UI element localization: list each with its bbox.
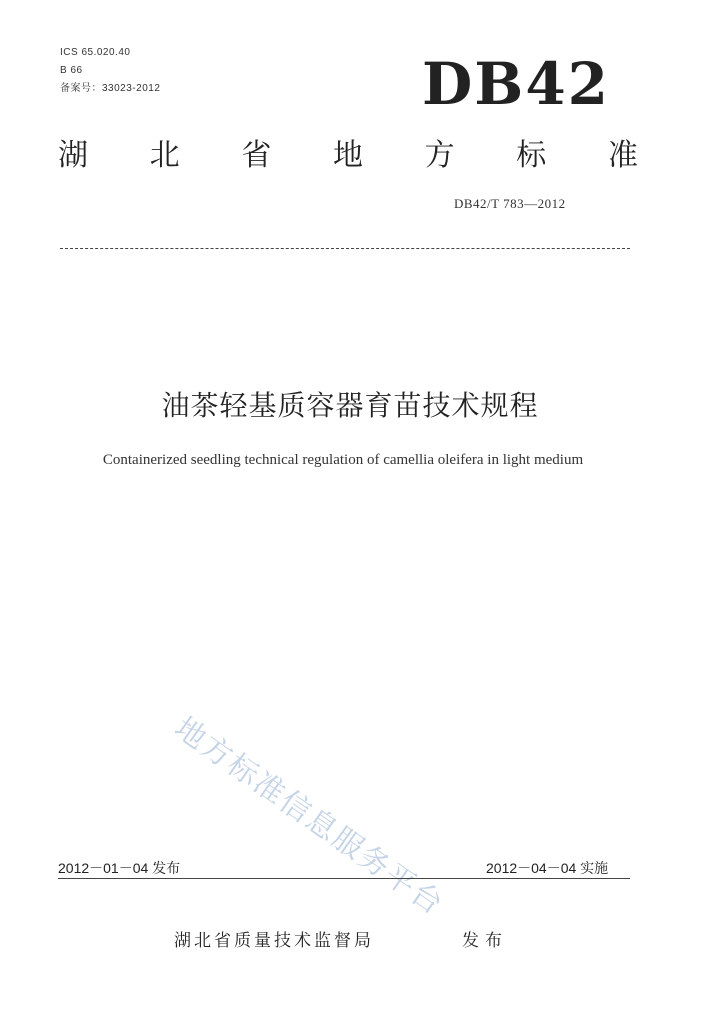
category-code: B 66: [60, 65, 83, 76]
header-divider: [60, 248, 630, 249]
ics-code: ICS 65.020.40: [60, 47, 131, 58]
record-number: 备案号：33023-2012: [60, 83, 161, 94]
title-char: 北: [149, 138, 180, 173]
issuing-authority: 湖北省质量技术监督局: [174, 931, 374, 951]
title-char: 标: [516, 138, 547, 173]
watermark: 地方标准信息服务平台: [167, 710, 451, 923]
classification-block: [60, 44, 160, 98]
issue-label: 发布: [462, 931, 508, 951]
db42-logo: DB42: [422, 50, 611, 118]
implementation-date: 2012－04－04 实施: [486, 860, 609, 876]
standard-code: DB42/T 783—2012: [454, 196, 566, 211]
standard-type-title: [58, 130, 638, 174]
title-char: 省: [241, 138, 272, 173]
title-char: 准: [607, 138, 638, 173]
title-char: 湖: [58, 138, 88, 173]
document-title-cn: 油茶轻基质容器育苗技术规程: [161, 389, 539, 422]
footer-divider: [58, 878, 630, 879]
title-char: 地: [332, 138, 363, 173]
document-title-en: Containerized seedling technical regulation of camellia oleifera in light medium: [102, 452, 584, 468]
title-char: 方: [424, 138, 455, 173]
issue-date: 2012－01－04 发布: [58, 860, 181, 876]
